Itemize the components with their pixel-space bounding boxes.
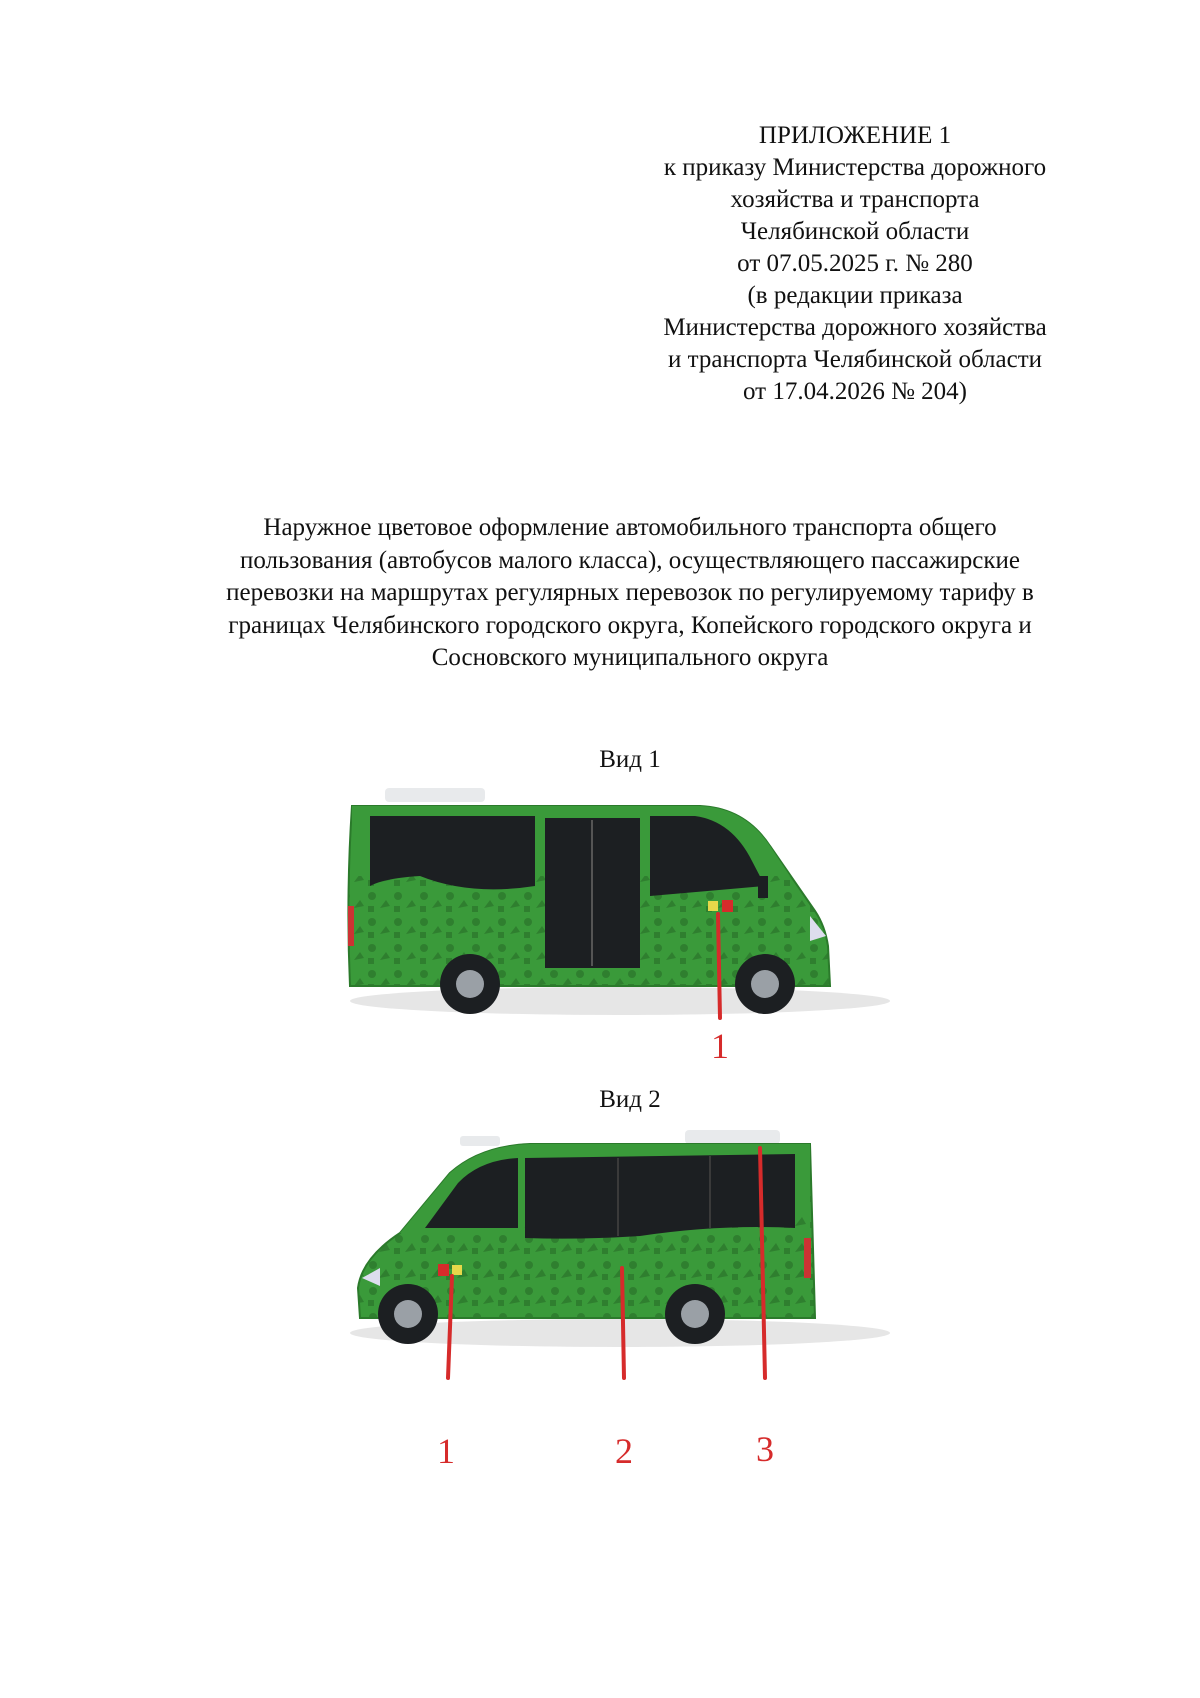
callout-number: 2 xyxy=(615,1431,633,1471)
bus-illustration-view-1 xyxy=(340,786,900,1066)
callout-number: 3 xyxy=(756,1429,774,1469)
header-line: к приказу Министерства дорожного xyxy=(663,154,1047,181)
title-line: Наружное цветовое оформление автомобильного транспорта общего xyxy=(263,514,997,541)
header-line: Челябинской области xyxy=(740,218,970,245)
bus-illustration-view-2 xyxy=(340,1128,900,1388)
header-line: от 07.05.2025 г. № 280 xyxy=(737,250,973,277)
document-title xyxy=(160,512,1100,675)
appendix-header xyxy=(640,120,1070,408)
view-2-label: Вид 2 xyxy=(599,1086,661,1113)
header-line: хозяйства и транспорта xyxy=(730,186,980,213)
callout-number: 1 xyxy=(711,1026,729,1066)
callout-number: 1 xyxy=(437,1431,455,1471)
title-line: границах Челябинского городского округа, Копейского городского округа и xyxy=(228,611,1032,639)
title-line: перевозки на маршрутах регулярных перевозок по регулируемому тарифу в xyxy=(226,579,1034,606)
header-line: Министерства дорожного хозяйства xyxy=(663,314,1047,341)
title-line: Сосновского муниципального округа xyxy=(431,644,829,671)
view-1-label: Вид 1 xyxy=(599,746,661,773)
title-line: пользования (автобусов малого класса), осуществляющего пассажирские xyxy=(240,546,1020,574)
header-line: ПРИЛОЖЕНИЕ 1 xyxy=(758,122,952,149)
header-line: от 17.04.2026 № 204) xyxy=(742,378,968,405)
header-line: и транспорта Челябинской области xyxy=(667,346,1043,373)
header-line: (в редакции приказа xyxy=(747,282,963,309)
